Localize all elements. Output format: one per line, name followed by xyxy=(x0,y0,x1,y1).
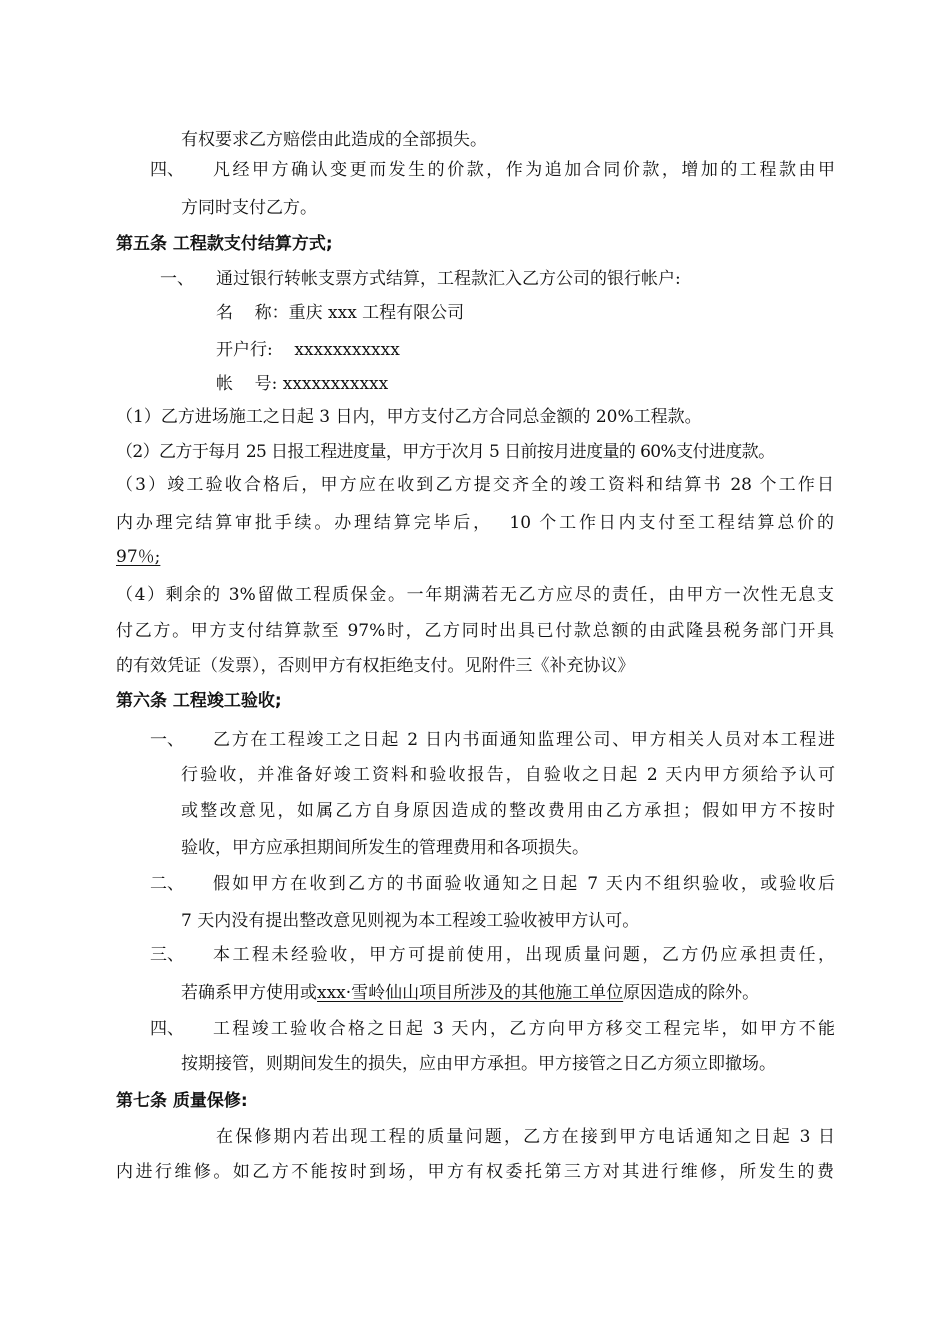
item-number: 四、 xyxy=(150,1019,184,1039)
paragraph-line: 乙方在工程竣工之日起 2 日内书面通知监理公司、甲方相关人员对本工程进 xyxy=(213,730,835,750)
paragraph-line: 行验收，并准备好竣工资料和验收报告，自验收之日起 2 天内甲方须给予认可 xyxy=(181,765,835,785)
paragraph-line: 凡经甲方确认变更而发生的价款，作为追加合同价款，增加的工程款由甲 xyxy=(213,160,835,180)
paragraph-line: 97％; xyxy=(116,547,161,567)
paragraph-line: 本工程未经验收，甲方可提前使用，出现质量问题，乙方仍应承担责任， xyxy=(213,945,835,965)
bank-account-name: 名 称：重庆 xxx 工程有限公司 xyxy=(216,303,465,323)
item-number: 一、 xyxy=(150,730,184,750)
paragraph-line: 验收，甲方应承担期间所发生的管理费用和各项损失。 xyxy=(181,838,589,858)
section-heading-article-5: 第五条 工程款支付结算方式; xyxy=(116,234,333,254)
paragraph-line xyxy=(181,982,759,1004)
item-number: 三、 xyxy=(150,945,184,965)
paragraph-line: 在保修期内若出现工程的质量问题，乙方在接到甲方电话通知之日起 3 日 xyxy=(216,1127,835,1147)
item-number: 一、 xyxy=(160,269,194,289)
paragraph-line: 通过银行转帐支票方式结算，工程款汇入乙方公司的银行帐户: xyxy=(216,269,681,289)
paragraph-line: 按期接管，则期间发生的损失，应由甲方承担。甲方接管之日乙方须立即撤场。 xyxy=(181,1054,776,1074)
paragraph-line: 有权要求乙方赔偿由此造成的全部损失。 xyxy=(181,130,487,150)
paragraph-line: 的有效凭证（发票），否则甲方有权拒绝支付。见附件三《补充协议》 xyxy=(116,656,635,676)
bank-name: 开户行: xxxxxxxxxxx xyxy=(216,340,400,360)
section-heading-article-7: 第七条 质量保修: xyxy=(116,1091,248,1111)
item-number: 四、 xyxy=(150,160,184,180)
paragraph-line: 方同时支付乙方。 xyxy=(181,198,317,218)
paragraph-line: 工程竣工验收合格之日起 3 天内，乙方向甲方移交工程完毕，如甲方不能 xyxy=(213,1019,835,1039)
section-heading-article-6: 第六条 工程竣工验收; xyxy=(116,691,282,711)
paragraph-line: 付乙方。甲方支付结算款至 97%时，乙方同时出具已付款总额的由武隆县税务部门开具 xyxy=(116,621,834,641)
paragraph-line: 内办理完结算审批手续。办理结算完毕后， 10 个工作日内支付至工程结算总价的 xyxy=(116,513,834,533)
text-segment: 原因造成的除外。 xyxy=(623,983,760,1003)
underlined-project-name: xxx·雪岭仙山项目所涉及的其他施工单位 xyxy=(317,983,624,1003)
item-number: 二、 xyxy=(150,874,184,894)
bank-account-number: 帐 号: xxxxxxxxxxx xyxy=(216,374,389,394)
paragraph-line: （2）乙方于每月 25 日报工程进度量，甲方于次月 5 日前按月进度量的 60%支付进度款。 xyxy=(116,442,775,462)
text-segment: 若确系甲方使用或 xyxy=(181,983,317,1003)
paragraph-line: 内进行维修。如乙方不能按时到场，甲方有权委托第三方对其进行维修，所发生的费 xyxy=(116,1162,834,1182)
paragraph-line: 或整改意见，如属乙方自身原因造成的整改费用由乙方承担；假如甲方不按时 xyxy=(181,801,835,821)
paragraph-line: （1）乙方进场施工之日起 3 日内，甲方支付乙方合同总金额的 20%工程款。 xyxy=(116,407,702,427)
paragraph-line: （4）剩余的 3%留做工程质保金。一年期满若无乙方应尽的责任，由甲方一次性无息支 xyxy=(116,585,834,605)
paragraph-line: 7 天内没有提出整改意见则视为本工程竣工验收被甲方认可。 xyxy=(181,911,640,931)
paragraph-line: 假如甲方在收到乙方的书面验收通知之日起 7 天内不组织验收，或验收后 xyxy=(213,874,835,894)
paragraph-line: （3）竣工验收合格后，甲方应在收到乙方提交齐全的竣工资料和结算书 28 个工作日 xyxy=(116,475,834,495)
